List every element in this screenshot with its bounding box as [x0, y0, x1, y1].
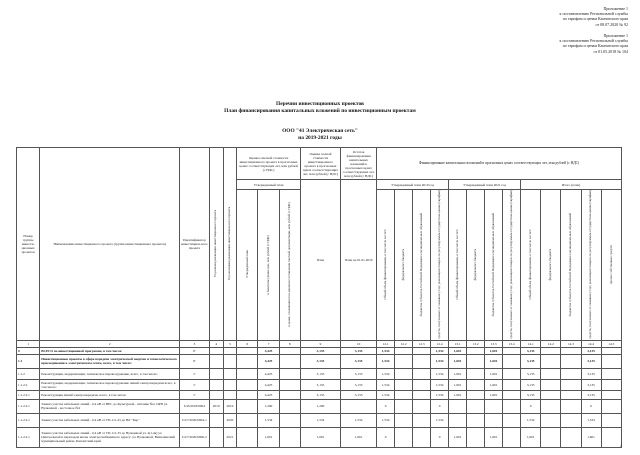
- header-source-total: Общий объем финансирования, в том числе за счет:: [449, 190, 467, 341]
- cell-end: [223, 368, 237, 379]
- column-number-cell: 12.2: [395, 340, 413, 347]
- cell-c8: [279, 368, 300, 379]
- column-number-cell: 14.2: [541, 340, 561, 347]
- cell-end: 2020: [223, 413, 237, 427]
- cell-name: Инвестиционные проекты в сфере передачи электрической энергии и технологического присоединения к электрическим сетям, всего, в том числе:: [40, 354, 180, 368]
- header-group-number: Номер группы инвести-ционных проектов: [17, 148, 40, 341]
- header-source-regional: бюджетов субъектов Российской Федерации и муниципальных образований: [485, 190, 503, 341]
- cell-f9: 3,135: [521, 368, 541, 379]
- cell-f6: [467, 427, 485, 447]
- cell-f5: [449, 413, 467, 427]
- stamp-line: Приложение 1: [603, 33, 628, 38]
- cell-f6: [467, 347, 485, 354]
- cell-f9: 0: [521, 399, 541, 413]
- cell-c10: 3,135: [341, 347, 377, 354]
- cell-start: [209, 379, 223, 390]
- document-subtitle: План финансирования капитальных вложений по инвестиционным проектам: [224, 108, 416, 114]
- table-row: [17, 354, 622, 368]
- column-number-cell: 13.4: [503, 340, 521, 347]
- cell-f11: [561, 413, 581, 427]
- cell-f13: [601, 399, 621, 413]
- cell-c10: 3,135: [341, 390, 377, 399]
- cell-start: [209, 413, 223, 427]
- cell-c7: 1,534: [258, 413, 279, 427]
- cell-c6: [237, 347, 258, 354]
- cell-c8: [279, 354, 300, 368]
- table-row: [17, 379, 622, 390]
- cell-f9: 3,135: [521, 390, 541, 399]
- cell-f7: 1,601: [485, 379, 503, 390]
- cell-num: 1.1.2.2: [17, 379, 40, 390]
- header-year-2019: Утвержденный план 2019 год: [377, 180, 449, 190]
- header-total: Итого (план): [521, 180, 622, 190]
- cell-c7: 4,425: [258, 379, 279, 390]
- header-source-federal: федерального бюджета: [467, 190, 485, 341]
- cell-f11: [561, 368, 581, 379]
- cell-f3: [413, 354, 431, 368]
- header-source-federal: федерального бюджета: [541, 190, 561, 341]
- cell-f6: [467, 368, 485, 379]
- cell-c6: [237, 413, 258, 427]
- column-number-cell: 13.3: [485, 340, 503, 347]
- cell-num: 0: [17, 347, 40, 354]
- cell-id: Г: [180, 347, 210, 354]
- cell-c9: 1,534: [300, 413, 340, 427]
- cell-f8: [503, 379, 521, 390]
- cell-c7: 1,601: [258, 427, 279, 447]
- cell-name: Замена участка кабельных линий - 0,4 кВ от ТП-111-25 до ВЛ "Кар": [40, 413, 180, 427]
- cell-f13: [601, 347, 621, 354]
- cell-f2: [395, 399, 413, 413]
- header-full-cost-group: Оценка полной стоимости инвестиционного проекта в прогнозных ценах соответствующих лет, млн рублей (с НДС): [300, 148, 340, 180]
- cell-f10: [541, 347, 561, 354]
- cell-f2: [395, 368, 413, 379]
- approval-stamp-current: [560, 6, 628, 27]
- cell-f2: [395, 347, 413, 354]
- cell-f11: [561, 379, 581, 390]
- cell-num: 1.1.2.2.1: [17, 390, 40, 399]
- cell-c9: 3,135: [300, 379, 340, 390]
- cell-c10: 3,135: [341, 368, 377, 379]
- cell-c7: 4,425: [258, 368, 279, 379]
- cell-f13: [601, 368, 621, 379]
- cell-name: Реконструкция, модернизация, техническое перевооружение, всего, в том числе:: [40, 368, 180, 379]
- header-source-tariff: средств, полученных от оказания услуг, реализации товаров по регулируемым государством ценам (тарифам): [581, 190, 601, 341]
- header-financing-group: Финансирование капитальных вложений в прогнозных ценах соответствующих лет, млн рублей (с НДС): [377, 148, 622, 180]
- cell-start: [209, 354, 223, 368]
- header-source-federal: федерального бюджета: [395, 190, 413, 341]
- page-number: 4: [620, 443, 622, 448]
- cell-f1: 1,534: [377, 368, 395, 379]
- header-remaining-group: Остаток финансирования капитальных вложений в прогнозных ценах соответствующих лет, млн рублей (с НДС): [341, 148, 377, 180]
- cell-f3: [413, 399, 431, 413]
- cell-num: 1.1.2: [17, 368, 40, 379]
- cell-c9: 3,135: [300, 347, 340, 354]
- cell-f3: [413, 368, 431, 379]
- cell-f2: [395, 390, 413, 399]
- cell-f12: 3,135: [581, 390, 601, 399]
- column-number-cell: 5: [223, 340, 237, 347]
- cell-f7: 1,601: [485, 390, 503, 399]
- cell-f4: 1,534: [431, 368, 449, 379]
- cell-c7: 4,425: [258, 354, 279, 368]
- cell-f4: 1,534: [431, 413, 449, 427]
- cell-f5: 1,601: [449, 354, 467, 368]
- cell-f1: 1,534: [377, 413, 395, 427]
- cell-f3: [413, 427, 431, 447]
- cell-f6: [467, 390, 485, 399]
- cell-c8: [279, 427, 300, 447]
- cell-f6: [467, 354, 485, 368]
- cell-c10: [341, 399, 377, 413]
- cell-num: 1.1.2.2.1: [17, 413, 40, 427]
- cell-c9: 3,135: [300, 390, 340, 399]
- cell-c10: 1,534: [341, 413, 377, 427]
- header-source-regional: бюджетов субъектов Российской Федерации и муниципальных образований: [413, 190, 431, 341]
- cell-f4: 1,534: [431, 354, 449, 368]
- header-project-id: Идентификатор инвестицион-ного проекта: [180, 148, 210, 341]
- cell-f4: 0: [431, 399, 449, 413]
- cell-c8: [279, 390, 300, 399]
- header-base-prices: в базисном уровне цен, млн рублей (с НДС): [258, 190, 279, 341]
- stamp-line: по тарифам и ценам Камчатского края: [562, 43, 628, 49]
- header-year-2021: Утвержденный план 2021 год: [449, 180, 521, 190]
- column-number-cell: 9: [300, 340, 340, 347]
- cell-f3: [413, 413, 431, 427]
- cell-c8: [279, 379, 300, 390]
- cell-f6: [467, 399, 485, 413]
- header-source-regional: бюджетов субъектов Российской Федерации и муниципальных образований: [561, 190, 581, 341]
- cell-f7: 1,601: [485, 347, 503, 354]
- column-number-cell: 2: [40, 340, 180, 347]
- cell-c7: 4,425: [258, 390, 279, 399]
- cell-f3: [413, 379, 431, 390]
- company-name: ООО "41 Электрическая сеть": [282, 128, 358, 134]
- header-plan: План: [300, 180, 340, 341]
- approval-stamp-original: [560, 33, 628, 54]
- column-number-cell: 6: [237, 340, 258, 347]
- cell-f12: 1,534: [581, 413, 601, 427]
- cell-f13: [601, 379, 621, 390]
- cell-f13: [601, 427, 621, 447]
- stamp-line: Приложение 1: [603, 6, 628, 11]
- column-number-cell: 12.4: [431, 340, 449, 347]
- cell-c10: 3,135: [341, 354, 377, 368]
- cell-end: [223, 390, 237, 399]
- cell-c10: 3,135: [341, 379, 377, 390]
- cell-f8: [503, 390, 521, 399]
- cell-f10: [541, 354, 561, 368]
- header-approved-plan: Утвержденный план: [237, 180, 301, 190]
- cell-f5: 1,601: [449, 390, 467, 399]
- cell-name: ВСЕГО по инвестиционной программе, в том числе:: [40, 347, 180, 354]
- cell-f12: 3,135: [581, 354, 601, 368]
- cell-f1: 0: [377, 427, 395, 447]
- cell-f9: 3,135: [521, 354, 541, 368]
- cell-c6: [237, 379, 258, 390]
- cell-end: 2021: [223, 427, 237, 447]
- cell-end: [223, 347, 237, 354]
- cell-f8: [503, 399, 521, 413]
- document-title: Перечни инвестиционных проектов: [276, 101, 364, 107]
- header-source-other: прочих собственных средств: [601, 190, 621, 341]
- cell-f9: 1,601: [521, 427, 541, 447]
- cell-name: Замена участка кабельных линий - 0,4 кВ от ТП-111-35 до Вулканной ул. 4(1,4к) ул. Центральной и переходом вновь электроснабжения по адресу: ул. Вулканной, Вилючинский муниципальный район, Камчатский край: [40, 427, 180, 447]
- cell-f2: [395, 413, 413, 427]
- header-estimate-group: Оценка сметной стоимости инвестиционного проекта в прогнозных ценах соответствующих лет, млн рублей (с НДС): [237, 148, 301, 180]
- cell-f2: [395, 427, 413, 447]
- cell-id: I/4/7/2020/0006-2: [180, 427, 210, 447]
- column-number-cell: 13.1: [449, 340, 467, 347]
- cell-f12: 3,135: [581, 347, 601, 354]
- table-body: [17, 347, 622, 447]
- cell-f10: [541, 379, 561, 390]
- cell-f2: [395, 354, 413, 368]
- stamp-line: к постановлению Региональной службы: [559, 38, 628, 44]
- stamp-line: к постановлению Региональной службы: [559, 11, 628, 17]
- cell-c9: 3,135: [300, 368, 340, 379]
- cell-f7: 1,601: [485, 427, 503, 447]
- cell-f4: 1,534: [431, 347, 449, 354]
- cell-num: 1.1.2.2.1: [17, 399, 40, 413]
- column-number-cell: 4: [209, 340, 223, 347]
- cell-f4: 1,534: [431, 390, 449, 399]
- cell-c6: [237, 399, 258, 413]
- column-numbers-row: [17, 340, 622, 347]
- cell-f8: [503, 413, 521, 427]
- cell-c10: 1,601: [341, 427, 377, 447]
- table-row: [17, 427, 622, 447]
- cell-f1: 1,534: [377, 354, 395, 368]
- stamp-line: от 08.07.2020 № 92: [595, 21, 628, 27]
- header-end-year: Год окончания реализации инвестицион-ного проекта: [223, 148, 237, 341]
- table-row: [17, 399, 622, 413]
- cell-f4: 0: [431, 427, 449, 447]
- cell-start: [209, 368, 223, 379]
- cell-id: Г: [180, 354, 210, 368]
- cell-c9: 1,290: [300, 399, 340, 413]
- cell-f1: 1,534: [377, 379, 395, 390]
- cell-f3: [413, 347, 431, 354]
- cell-c6: [237, 368, 258, 379]
- cell-c7: 4,425: [258, 347, 279, 354]
- cell-end: 2019: [223, 399, 237, 413]
- cell-f10: [541, 413, 561, 427]
- cell-f7: [485, 413, 503, 427]
- cell-c8: [279, 399, 300, 413]
- cell-c8: [279, 413, 300, 427]
- cell-end: [223, 379, 237, 390]
- cell-id: I/4/7/2020/0004-1: [180, 413, 210, 427]
- cell-f9: 3,135: [521, 379, 541, 390]
- cell-f9: 3,135: [521, 347, 541, 354]
- cell-id: I/43/2018/0004: [180, 399, 210, 413]
- cell-f8: [503, 347, 521, 354]
- cell-f7: 1,601: [485, 354, 503, 368]
- cell-f11: [561, 347, 581, 354]
- cell-c6: [237, 427, 258, 447]
- column-number-cell: 10: [341, 340, 377, 347]
- cell-f7: 1,601: [485, 368, 503, 379]
- table-row: [17, 390, 622, 399]
- column-number-cell: 7: [258, 340, 279, 347]
- cell-c9: 3,135: [300, 354, 340, 368]
- cell-f1: 1,534: [377, 390, 395, 399]
- cell-f13: [601, 413, 621, 427]
- header-estimate-prices: в ценах, сложившихся ко времени составления сметной документации, млн рублей (с НДС): [279, 190, 300, 341]
- stamp-line: от 01.05.2018 № 104: [593, 48, 628, 54]
- cell-num: 1.1: [17, 354, 40, 368]
- header-source-total: Общий объем финансирования, в том числе за счет:: [377, 190, 395, 341]
- cell-f7: [485, 399, 503, 413]
- table-row: [17, 347, 622, 354]
- cell-f10: [541, 399, 561, 413]
- column-number-cell: 13.2: [467, 340, 485, 347]
- cell-f12: 3,135: [581, 368, 601, 379]
- cell-f13: [601, 354, 621, 368]
- cell-f2: [395, 379, 413, 390]
- cell-f10: [541, 368, 561, 379]
- cell-f12: 3,135: [581, 379, 601, 390]
- column-number-cell: 14.1: [521, 340, 541, 347]
- column-number-cell: 1: [17, 340, 40, 347]
- column-number-cell: 3: [180, 340, 210, 347]
- cell-c7: 1,290: [258, 399, 279, 413]
- cell-start: [209, 347, 223, 354]
- header-start-year: Год начала реализации инвестиционного проекта: [209, 148, 223, 341]
- column-number-cell: 12.1: [377, 340, 395, 347]
- cell-c6: [237, 390, 258, 399]
- cell-f4: 1,534: [431, 379, 449, 390]
- table-row: [17, 368, 622, 379]
- cell-f11: [561, 390, 581, 399]
- cell-f12: 1,601: [581, 427, 601, 447]
- cell-f5: 1,601: [449, 347, 467, 354]
- header-approved-plan-col: Утвержденный план: [237, 190, 258, 341]
- cell-f11: [561, 354, 581, 368]
- cell-f1: 0: [377, 399, 395, 413]
- cell-f9: 1,534: [521, 413, 541, 427]
- stamp-line: по тарифам и ценам Камчатского края: [562, 16, 628, 22]
- header-source-total: Общий объем финансирования, в том числе за счет:: [521, 190, 541, 341]
- table-row: [17, 413, 622, 427]
- cell-f8: [503, 354, 521, 368]
- cell-id: Г: [180, 368, 210, 379]
- cell-c9: 1,601: [300, 427, 340, 447]
- cell-f8: [503, 368, 521, 379]
- column-number-cell: 8: [279, 340, 300, 347]
- column-number-cell: 14.4: [581, 340, 601, 347]
- cell-c8: [279, 347, 300, 354]
- investment-plan-table: [16, 147, 622, 448]
- header-source-tariff: средств, полученных от оказания услуг, реализации товаров по регулируемым государством ценам (тарифам): [503, 190, 521, 341]
- cell-f3: [413, 390, 431, 399]
- cell-c6: [237, 354, 258, 368]
- cell-name: Замена участка кабельных линий - 0,4 кВ от ВРС до Культурной - питание №2, ЦРП ул. Вулканной - восточное №2: [40, 399, 180, 413]
- cell-f6: [467, 379, 485, 390]
- column-number-cell: 14.3: [561, 340, 581, 347]
- cell-id: Г: [180, 390, 210, 399]
- cell-f5: 1,601: [449, 368, 467, 379]
- cell-f8: [503, 427, 521, 447]
- cell-f6: [467, 413, 485, 427]
- cell-f5: 1,601: [449, 427, 467, 447]
- cell-name: Реконструкция линий электропередачи, всего, в том числе:: [40, 390, 180, 399]
- cell-num: 1.1.2.2.1: [17, 427, 40, 447]
- cell-f1: 1,534: [377, 347, 395, 354]
- cell-f5: [449, 399, 467, 413]
- cell-start: [209, 390, 223, 399]
- cell-id: Г: [180, 379, 210, 390]
- column-number-cell: 12.3: [413, 340, 431, 347]
- cell-f11: [561, 399, 581, 413]
- cell-start: [209, 427, 223, 447]
- cell-f5: 1,601: [449, 379, 467, 390]
- period-label: на 2019-2021 годы: [298, 135, 342, 141]
- cell-start: 2019: [209, 399, 223, 413]
- header-source-tariff: средств, полученных от оказания услуг, реализации товаров по регулируемым государством ценам (тарифам): [431, 190, 449, 341]
- cell-f13: [601, 390, 621, 399]
- header-plan-date: План на 01.01.2019: [341, 180, 377, 341]
- header-project-name: Наименование инвестиционного проекта (группы инвестиционных проектов): [40, 148, 180, 341]
- cell-name: Реконструкция, модернизация, техническое перевооружение линий электропередачи всего, в том числе:: [40, 379, 180, 390]
- cell-f10: [541, 390, 561, 399]
- cell-f12: 0: [581, 399, 601, 413]
- cell-f11: [561, 427, 581, 447]
- column-number-cell: 14.5: [601, 340, 621, 347]
- cell-f10: [541, 427, 561, 447]
- cell-end: [223, 354, 237, 368]
